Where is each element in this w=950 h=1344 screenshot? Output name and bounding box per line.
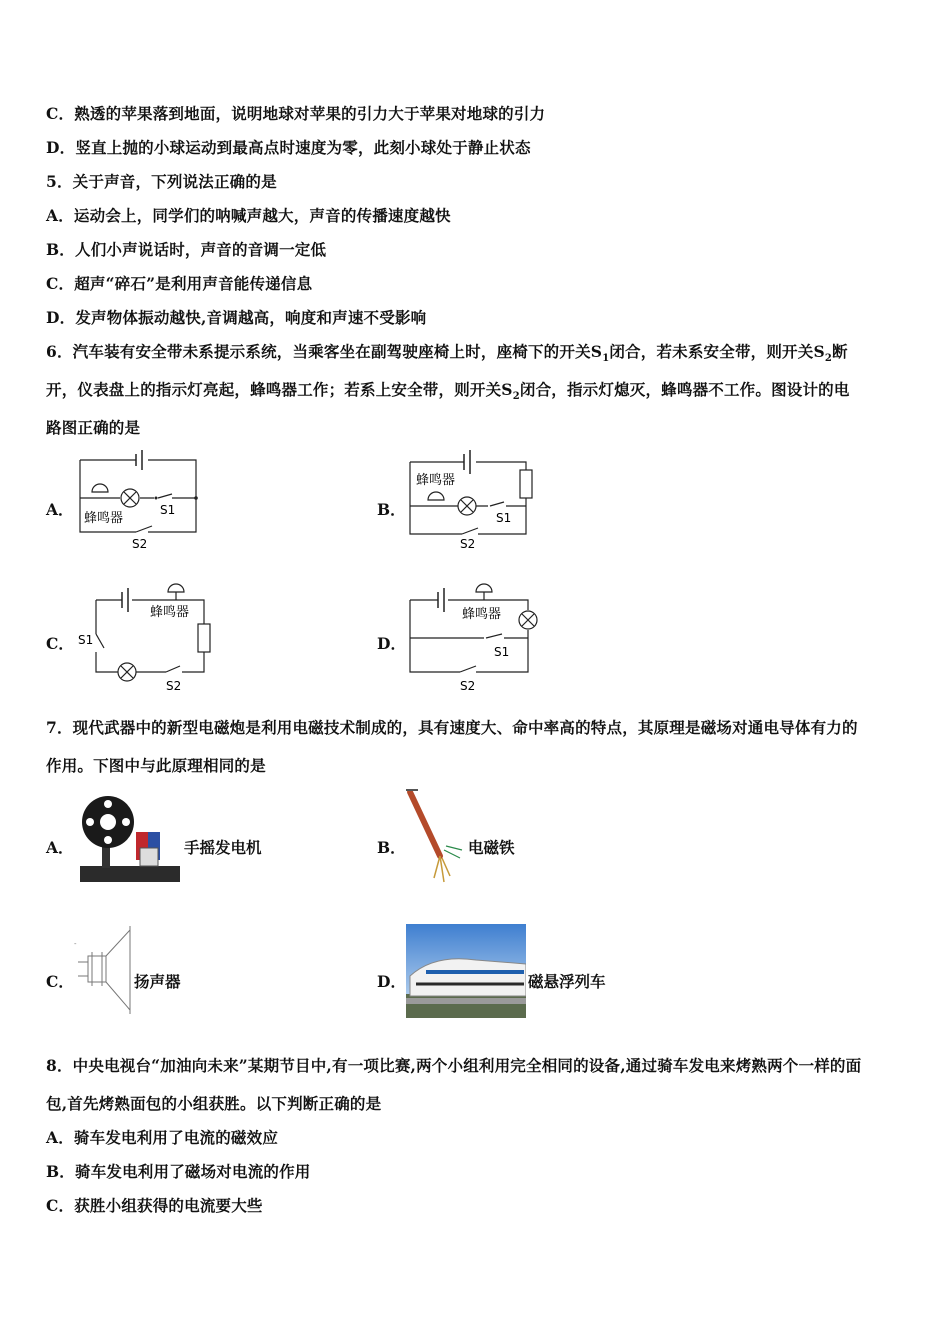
q7-label-d: D． bbox=[377, 972, 406, 991]
q6-label-c: C． bbox=[46, 634, 74, 653]
circuit-a-s1-label: S1 bbox=[160, 503, 176, 517]
circuit-d-buzzer-label: 蜂鸣器 bbox=[462, 607, 502, 622]
q8-option-a: A．骑车发电利用了电流的磁效应 bbox=[46, 1128, 279, 1147]
q8-option-c: C．获胜小组获得的电流要大些 bbox=[46, 1196, 263, 1215]
q6-stem-line2: 开，仪表盘上的指示灯亮起，蜂鸣器工作；若系上安全带，则开关$S_2$闭合，指示灯熄灭，蜂鸣器不工作。图设计的电 bbox=[46, 380, 850, 403]
q6-label-a: A． bbox=[46, 500, 74, 519]
q6-stem-line3: 路图正确的是 bbox=[46, 418, 141, 437]
circuit-a-s2-label: S2 bbox=[132, 537, 148, 551]
electromagnet-image bbox=[404, 786, 466, 890]
q5-option-b: B．人们小声说话时，声音的音调一定低 bbox=[46, 240, 327, 259]
q6-label-d: D． bbox=[377, 634, 406, 653]
loudspeaker-diagram bbox=[72, 916, 134, 1020]
q8-option-b: B．骑车发电利用了磁场对电流的作用 bbox=[46, 1162, 311, 1181]
q4-option-d: D．竖直上抛的小球运动到最高点时速度为零，此刻小球处于静止状态 bbox=[46, 138, 531, 157]
circuit-c-diagram bbox=[74, 580, 220, 694]
q6-stem-line1: 6．汽车装有安全带未系提示系统，当乘客坐在副驾驶座椅上时，座椅下的开关$S_1$闭合，若未系安全带，则开关$S_2$断 bbox=[46, 342, 848, 365]
hand-crank-generator-image bbox=[78, 792, 182, 886]
q7-caption-c: 扬声器 bbox=[134, 972, 181, 991]
circuit-c-s2-label: S2 bbox=[166, 679, 182, 693]
q7-label-a: A． bbox=[46, 838, 74, 857]
circuit-b-diagram bbox=[406, 448, 538, 552]
q4-option-c: C．熟透的苹果落到地面，说明地球对苹果的引力大于苹果对地球的引力 bbox=[46, 104, 546, 123]
q7-caption-a: 手摇发电机 bbox=[184, 838, 262, 857]
circuit-c-s1-label: S1 bbox=[78, 633, 94, 647]
circuit-d-diagram bbox=[404, 580, 550, 694]
q8-stem-line1: 8．中央电视台“加油向未来”某期节目中,有一项比赛,两个小组利用完全相同的设备,通过骑车发电来烤熟两个一样的面 bbox=[46, 1056, 862, 1075]
circuit-d-s2-label: S2 bbox=[460, 679, 476, 693]
q7-stem-line1: 7．现代武器中的新型电磁炮是利用电磁技术制成的，具有速度大、命中率高的特点，其原理是磁场对通电导体有力的 bbox=[46, 718, 858, 737]
circuit-b-s2-label: S2 bbox=[460, 537, 476, 551]
q7-label-b: B． bbox=[377, 838, 406, 857]
q7-caption-b: 电磁铁 bbox=[468, 838, 515, 857]
circuit-b-s1-label: S1 bbox=[496, 511, 512, 525]
q5-stem: 5．关于声音，下列说法正确的是 bbox=[46, 172, 277, 191]
circuit-a-buzzer-label: 蜂鸣器 bbox=[84, 511, 124, 526]
circuit-d-s1-label: S1 bbox=[494, 645, 510, 659]
q8-stem-line2: 包,首先烤熟面包的小组获胜。以下判断正确的是 bbox=[46, 1094, 382, 1113]
q7-stem-line2: 作用。下图中与此原理相同的是 bbox=[46, 756, 266, 775]
maglev-train-image bbox=[406, 924, 526, 1018]
circuit-b-buzzer-label: 蜂鸣器 bbox=[416, 473, 456, 488]
q7-caption-d: 磁悬浮列车 bbox=[528, 972, 606, 991]
q5-option-c: C．超声“碎石”是利用声音能传递信息 bbox=[46, 274, 313, 293]
q5-option-a: A．运动会上，同学们的呐喊声越大，声音的传播速度越快 bbox=[46, 206, 451, 225]
q5-option-d: D．发声物体振动越快,音调越高，响度和声速不受影响 bbox=[46, 308, 427, 327]
q7-label-c: C． bbox=[46, 972, 74, 991]
circuit-a-diagram bbox=[74, 448, 204, 552]
circuit-c-buzzer-label: 蜂鸣器 bbox=[150, 605, 190, 620]
svg-text:-: - bbox=[74, 940, 77, 948]
q6-label-b: B． bbox=[377, 500, 406, 519]
